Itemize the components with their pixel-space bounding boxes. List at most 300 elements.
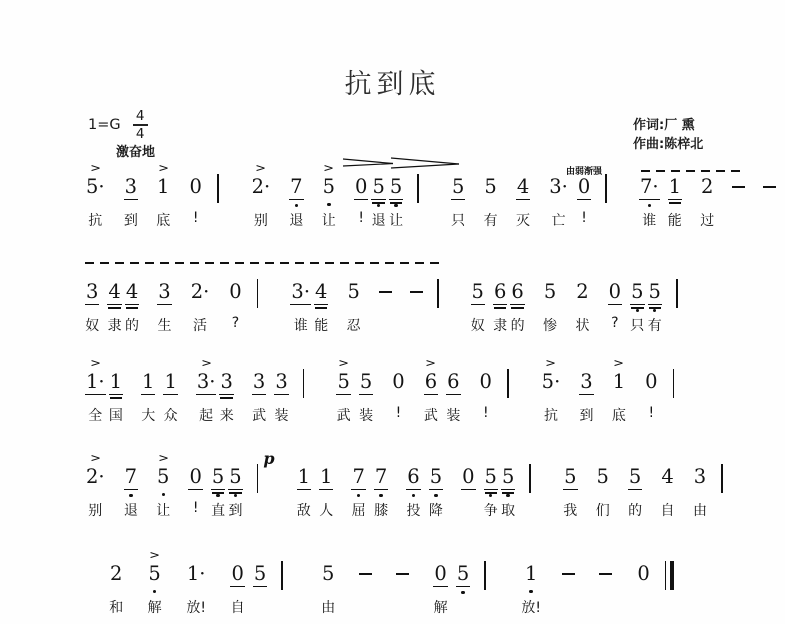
- phrase-dashes: [85, 262, 443, 264]
- note-digit: 5: [157, 465, 170, 488]
- note-cell: [253, 550, 267, 599]
- note-cell: [391, 358, 405, 421]
- note-cell: [147, 548, 162, 616]
- lyric-syllable: 有: [483, 213, 498, 229]
- lyric-syllable: 国: [108, 408, 123, 424]
- rest-digit: 0: [637, 562, 650, 585]
- lyric-syllable: 屈: [351, 503, 366, 519]
- note-digit: 5: [543, 280, 557, 303]
- accent-mark: >: [158, 451, 168, 465]
- lyric-syllable: 我: [563, 503, 578, 519]
- lyric-syllable: 让: [389, 213, 404, 229]
- note-digit: 5: [631, 280, 644, 303]
- notes-row: [85, 548, 688, 616]
- note-cell: [336, 356, 351, 424]
- note-cell: [700, 163, 715, 229]
- duration-dash: [599, 573, 612, 575]
- note-digit: 5: [501, 465, 515, 488]
- lyric-syllable: 自: [230, 600, 245, 616]
- note-digit: 4: [661, 465, 674, 488]
- note-cell: [628, 453, 643, 519]
- note-cell: [85, 268, 100, 334]
- lyric-syllable: 活: [192, 318, 207, 334]
- note-digit: 4: [125, 280, 139, 303]
- note-cell: [456, 550, 470, 599]
- lyric-syllable: !: [395, 405, 402, 421]
- note-digit: 5: [484, 175, 497, 198]
- lyric-syllable: 别: [253, 213, 268, 229]
- lyric-syllable: 装: [359, 408, 374, 424]
- note-digit: 1: [320, 465, 333, 488]
- note-cell: [359, 358, 374, 424]
- note-cell: [406, 453, 421, 519]
- note-cell: [314, 268, 329, 334]
- lyric-syllable: 到: [228, 503, 243, 519]
- note-digit: 4: [516, 175, 530, 198]
- note-digit: 7: [290, 175, 303, 198]
- note-cell: [188, 163, 202, 226]
- lyric-syllable: 只: [451, 213, 466, 229]
- lyric-syllable: 膝: [374, 503, 389, 519]
- note-digit: 3: [275, 370, 288, 393]
- note-cell: [107, 268, 122, 334]
- note-cell: [123, 453, 138, 519]
- note-cell: [516, 163, 531, 229]
- barline: [721, 464, 723, 493]
- lyric-syllable: 隶: [107, 318, 122, 334]
- accent-mark: >: [149, 548, 160, 562]
- note-cell: [389, 163, 404, 229]
- rest-digit: 0: [434, 562, 447, 585]
- rest-digit: 0: [577, 175, 591, 198]
- note-digit: 5: [253, 562, 267, 585]
- lyric-syllable: 谁: [293, 318, 308, 334]
- note-cell: [290, 268, 311, 334]
- score-line-5: [85, 548, 688, 616]
- note-digit: 5·: [541, 370, 561, 393]
- note-digit: 5: [451, 175, 465, 198]
- note-cell: [251, 161, 272, 229]
- note-cell: [692, 453, 707, 519]
- note-digit: 5: [211, 465, 225, 488]
- composer-credit: 作曲:陈梓北: [633, 137, 704, 152]
- notes-row: [85, 449, 737, 519]
- note-cell: [510, 268, 525, 334]
- note-cell: [252, 358, 267, 424]
- note-digit: 5: [148, 562, 161, 585]
- lyric-syllable: 放!: [521, 600, 541, 616]
- note-cell: [667, 163, 682, 229]
- lyric-syllable: 奴: [85, 318, 100, 334]
- note-digit: 1: [164, 370, 177, 393]
- note-digit: 2·: [251, 175, 271, 198]
- note-digit: 2: [700, 175, 714, 198]
- note-cell: [196, 356, 217, 424]
- note-cell: [428, 453, 443, 519]
- note-cell: [321, 550, 336, 616]
- accent-mark: >: [256, 161, 266, 175]
- note-digit: 5·: [86, 175, 105, 198]
- note-digit: 3: [580, 370, 593, 393]
- lyric-syllable: 众: [163, 408, 178, 424]
- crescendo-label: 由弱渐强: [566, 167, 603, 177]
- rest-digit: 0: [645, 370, 658, 393]
- note-cell: [190, 268, 211, 334]
- accent-mark: >: [201, 356, 211, 370]
- lyric-syllable: 底: [611, 408, 626, 424]
- note-cell: [296, 453, 311, 519]
- note-digit: 4: [315, 280, 328, 303]
- note-cell: [321, 161, 336, 229]
- note-cell: [501, 453, 516, 519]
- accent-mark: >: [90, 356, 101, 370]
- rest-digit: 0: [479, 370, 492, 393]
- note-digit: 6: [424, 370, 438, 393]
- note-cell: [595, 453, 610, 519]
- note-cell: [636, 550, 650, 598]
- note-cell: [125, 268, 140, 334]
- lyric-syllable: 到: [123, 213, 138, 229]
- barline: [673, 369, 675, 398]
- lyric-syllable: 和: [109, 600, 124, 616]
- lyric-syllable: 来: [219, 408, 234, 424]
- lyric-syllable: ?: [231, 315, 240, 331]
- lyric-syllable: 隶: [493, 318, 508, 334]
- note-digit: 5: [322, 175, 336, 198]
- note-cell: [163, 358, 178, 424]
- rest-digit: 0: [231, 562, 244, 585]
- note-digit: 2: [576, 280, 589, 303]
- lyric-syllable: 武: [423, 408, 438, 424]
- lyric-syllable: 起: [199, 408, 214, 424]
- note-digit: 1: [109, 370, 123, 393]
- note-cell: [608, 268, 622, 331]
- note-digit: 5: [321, 562, 335, 585]
- note-digit: 5: [456, 562, 470, 585]
- score-line-1: [85, 161, 785, 229]
- duration-dash: [763, 186, 776, 188]
- lyric-syllable: 让: [156, 503, 171, 519]
- note-cell: [211, 453, 226, 519]
- time-signature: [133, 110, 148, 140]
- note-digit: 3: [220, 370, 233, 393]
- note-digit: 3·: [196, 370, 216, 393]
- note-cell: [228, 268, 242, 331]
- lyric-syllable: 解: [147, 600, 162, 616]
- key-signature: [88, 110, 148, 140]
- meter-denominator: 4: [135, 125, 145, 142]
- note-cell: [156, 451, 171, 519]
- note-cell: [493, 268, 508, 334]
- note-cell: [156, 161, 171, 229]
- note-digit: 3: [86, 280, 99, 303]
- note-cell: [479, 358, 493, 421]
- lyric-syllable: 有: [647, 318, 662, 334]
- score-line-2: [85, 268, 692, 334]
- note-digit: 5: [596, 465, 609, 488]
- lyric-syllable: 抗: [543, 408, 558, 424]
- note-cell: [374, 453, 389, 519]
- accent-mark: >: [426, 356, 436, 370]
- note-digit: 5: [229, 465, 242, 488]
- note-cell: [319, 453, 334, 519]
- lyric-syllable: 抗: [88, 213, 103, 229]
- note-cell: [157, 268, 172, 334]
- accent-mark: >: [324, 161, 334, 175]
- final-barline: [665, 561, 674, 590]
- note-digit: 3: [158, 280, 171, 303]
- lyric-syllable: 大: [141, 408, 156, 424]
- lyric-syllable: 只: [630, 318, 645, 334]
- note-digit: 5: [484, 465, 497, 488]
- lyric-syllable: 由: [692, 503, 707, 519]
- lyric-syllable: 过: [700, 213, 715, 229]
- lyric-syllable: 取: [501, 503, 516, 519]
- note-digit: 7: [352, 465, 365, 488]
- lyric-syllable: 谁: [642, 213, 657, 229]
- note-digit: 5: [389, 175, 403, 198]
- note-cell: [630, 268, 645, 334]
- note-cell: [660, 453, 675, 519]
- lyric-syllable: 由: [321, 600, 336, 616]
- note-digit: 3: [252, 370, 266, 393]
- note-digit: 5: [429, 465, 443, 488]
- note-cell: [141, 358, 156, 424]
- note-cell: [639, 163, 660, 229]
- note-cell: [470, 268, 485, 334]
- tempo-marking: 激奋地: [116, 145, 156, 160]
- lyric-syllable: 人: [319, 503, 334, 519]
- lyric-syllable: 的: [125, 318, 140, 334]
- lyric-syllable: 的: [510, 318, 525, 334]
- duration-dash: [359, 573, 372, 575]
- note-digit: 1: [297, 465, 311, 488]
- credits: [633, 116, 703, 154]
- note-cell: [423, 356, 438, 424]
- lyric-syllable: 状: [575, 318, 590, 334]
- note-cell: [575, 268, 590, 334]
- lyric-syllable: 武: [252, 408, 267, 424]
- lyric-syllable: !: [192, 210, 199, 226]
- note-digit: 5: [372, 175, 385, 198]
- note-cell: [446, 358, 461, 424]
- note-cell: [188, 453, 202, 516]
- barline: [507, 369, 509, 398]
- lyric-syllable: 灭: [516, 213, 531, 229]
- lyric-syllable: 忍: [346, 318, 361, 334]
- lyric-syllable: 让: [321, 213, 336, 229]
- lyric-syllable: !: [358, 210, 365, 226]
- note-cell: [483, 453, 498, 519]
- lyric-syllable: 们: [595, 503, 610, 519]
- lyric-syllable: 降: [428, 503, 443, 519]
- note-digit: 6: [493, 280, 507, 303]
- lyric-syllable: 亡: [551, 213, 566, 229]
- lyric-syllable: 的: [628, 503, 643, 519]
- octave-dot: [461, 591, 464, 599]
- accent-mark: >: [90, 451, 101, 465]
- rest-digit: 0: [355, 175, 368, 198]
- accent-mark: >: [614, 356, 624, 370]
- note-cell: [109, 550, 124, 616]
- rest-digit: 0: [462, 465, 475, 488]
- note-digit: 6: [511, 280, 524, 303]
- note-cell: [228, 453, 243, 519]
- note-cell: [644, 358, 658, 421]
- note-digit: 1: [668, 175, 681, 198]
- barline: [676, 279, 678, 308]
- note-digit: 7·: [639, 175, 659, 198]
- lyric-syllable: 惨: [543, 318, 558, 334]
- lyric-syllable: 别: [88, 503, 103, 519]
- note-digit: 5: [359, 370, 373, 393]
- duration-dash: [562, 573, 575, 575]
- barline: [605, 174, 607, 203]
- duration-dash: [732, 186, 745, 188]
- lyric-syllable: !: [482, 405, 489, 421]
- note-cell: [543, 268, 558, 334]
- note-cell: [274, 358, 289, 424]
- note-cell: [611, 356, 626, 424]
- duration-dash: [379, 291, 392, 293]
- note-cell: [85, 451, 106, 519]
- meter-numerator: 4: [135, 108, 145, 124]
- rest-digit: 0: [229, 280, 242, 303]
- note-cell: [230, 550, 245, 616]
- note-cell: [579, 358, 594, 424]
- lyric-syllable: 争: [483, 503, 498, 519]
- key-label: 1=G: [88, 116, 121, 133]
- lyric-syllable: 装: [274, 408, 289, 424]
- note-digit: 2: [110, 562, 123, 585]
- lyric-syllable: 到: [579, 408, 594, 424]
- duration-dash: [410, 291, 423, 293]
- note-cell: [451, 163, 466, 229]
- note-digit: 1: [524, 562, 538, 585]
- accent-mark: >: [338, 356, 349, 370]
- note-cell: [647, 268, 662, 334]
- lyric-syllable: 放!: [186, 600, 206, 616]
- note-cell: [123, 163, 138, 229]
- note-digit: 1: [157, 175, 170, 198]
- note-digit: 1·: [186, 562, 206, 585]
- note-cell: [461, 453, 475, 502]
- note-cell: [108, 358, 123, 424]
- note-digit: 5: [471, 280, 484, 303]
- note-digit: 5: [347, 280, 360, 303]
- barline: [417, 174, 419, 203]
- note-digit: 3: [693, 465, 707, 488]
- note-digit: 1·: [86, 370, 105, 393]
- duration-dash: [396, 573, 409, 575]
- note-digit: 3·: [549, 175, 568, 198]
- lyric-syllable: !: [648, 405, 655, 421]
- rest-digit: 0: [392, 370, 405, 393]
- note-cell: [541, 356, 562, 424]
- note-digit: 6: [407, 465, 420, 488]
- note-digit: 5: [337, 370, 350, 393]
- lyric-syllable: 自: [660, 503, 675, 519]
- lyric-syllable: 退: [289, 213, 304, 229]
- note-digit: 5: [628, 465, 642, 488]
- lyricist-credit: 作词:厂 熏: [633, 118, 695, 133]
- lyric-syllable: 直: [211, 503, 226, 519]
- barline: [257, 279, 259, 308]
- note-cell: [521, 550, 541, 616]
- note-digit: 3·: [291, 280, 311, 303]
- dynamic-marking: p: [263, 449, 275, 468]
- note-digit: 5: [648, 280, 661, 303]
- barline: [303, 369, 305, 398]
- lyric-syllable: 敌: [296, 503, 311, 519]
- lyric-syllable: !: [581, 210, 587, 226]
- note-digit: 6: [447, 370, 460, 393]
- lyric-syllable: 退: [123, 503, 138, 519]
- note-digit: 7: [124, 465, 138, 488]
- barline: [281, 561, 283, 590]
- accent-mark: >: [546, 356, 556, 370]
- note-cell: [371, 163, 386, 229]
- barline: [484, 561, 486, 590]
- rest-digit: 0: [608, 280, 622, 303]
- note-digit: 1: [612, 370, 626, 393]
- note-digit: 3: [124, 175, 138, 198]
- lyric-syllable: 能: [314, 318, 329, 334]
- lyric-syllable: !: [192, 500, 199, 516]
- lyric-syllable: ?: [611, 315, 619, 331]
- note-cell: [346, 268, 361, 334]
- note-cell: [433, 550, 448, 616]
- note-cell: [548, 163, 569, 229]
- note-cell: [354, 163, 368, 226]
- note-cell: [85, 161, 106, 229]
- accent-mark: >: [90, 161, 101, 175]
- lyric-syllable: 底: [156, 213, 171, 229]
- score-line-3: [85, 356, 688, 424]
- notes-row: [85, 356, 688, 424]
- note-digit: 5: [564, 465, 577, 488]
- note-digit: 7: [374, 465, 388, 488]
- note-digit: 4: [108, 280, 121, 303]
- note-digit: 2·: [190, 280, 210, 303]
- note-cell: [85, 356, 106, 424]
- lyric-syllable: 武: [336, 408, 351, 424]
- note-cell: [577, 163, 591, 226]
- rest-digit: 0: [189, 175, 202, 198]
- rest-digit: 0: [189, 465, 202, 488]
- barline: [437, 279, 439, 308]
- barline: [217, 174, 219, 203]
- note-cell: [186, 550, 207, 616]
- note-cell: [563, 453, 578, 519]
- accent-mark: >: [158, 161, 168, 175]
- note-cell: [219, 358, 234, 424]
- lyric-syllable: 奴: [470, 318, 485, 334]
- lyric-syllable: 生: [157, 318, 172, 334]
- lyric-syllable: 退: [371, 213, 386, 229]
- note-digit: 1: [142, 370, 155, 393]
- lyric-syllable: 装: [446, 408, 461, 424]
- note-digit: 2·: [86, 465, 105, 488]
- lyric-syllable: 投: [406, 503, 421, 519]
- score-line-4: [85, 449, 737, 519]
- note-cell: [483, 163, 498, 229]
- barline: [257, 464, 259, 493]
- note-cell: [351, 453, 366, 519]
- lyric-syllable: 解: [433, 600, 448, 616]
- note-cell: [289, 163, 304, 229]
- notes-row: [85, 268, 692, 334]
